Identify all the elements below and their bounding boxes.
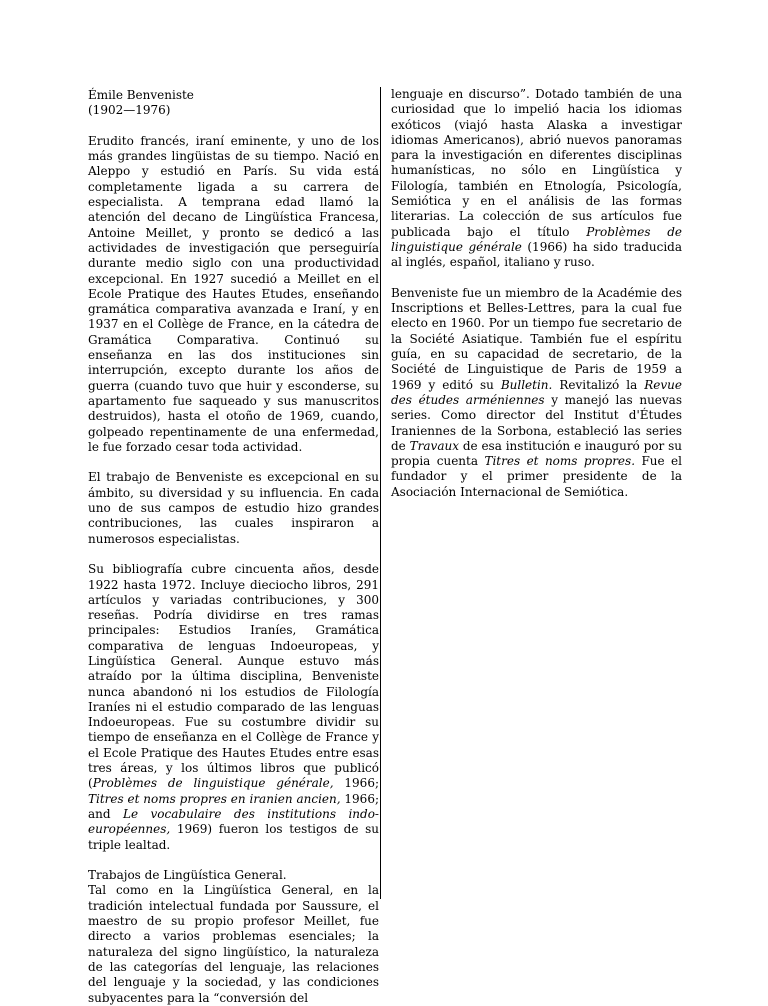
institutions-paragraph: [391, 286, 682, 500]
series-title: Travaux: [409, 438, 459, 453]
right-column: [391, 87, 682, 515]
book-title: Titres et noms propres en iranien ancien,: [88, 791, 341, 806]
column-divider: [380, 87, 381, 899]
paragraph-text: Benveniste fue un miembro de la Académie des Inscriptions et Belles-Lettres, para la cual fue electo en 1960. Por un tiempo fue secretario de la Société Asiatique. También fue el espíritu guía, en su capacidad de secretario, de la Société de Linguistique de Paris de 1959 a 1969 y editó su: [391, 285, 682, 392]
paragraph-text: y manejó las nuevas series. Como director del Institut d'Études Iraniennes de la Sorbona, estableció las series de: [391, 392, 682, 453]
biography-paragraph: Erudito francés, iraní eminente, y uno de los más grandes lingüistas de su tiempo. Nació en Aleppo y estudió en París. Su vida está completamente ligada a su carrera de especialista. A temprana edad llamó la atención del decano de Lingüística Francesa, Antoine Meillet, y pronto se dedicó a las actividades de investigación que perseguiría durante medio siglo con una productividad excepcional. En 1927 sucedió a Meillet en el Ecole Pratique des Hautes Etudes, enseñando gramática comparativa avanzada e Iraní, y en 1937 en el Collège de France, en la cátedra de Gramática Comparativa. Continuó su enseñanza en las dos instituciones sin interrupción, excepto durante los años de guerra (cuando tuvo que huir y esconderse, su apartamento fue saqueado y sus manuscritos destruidos), hasta el otoño de 1969, cuando, golpeado repentinamente de una enfermedad, le fue forzado cesar toda actividad.: [88, 133, 379, 454]
work-paragraph: El trabajo de Benveniste es excepcional en su ámbito, su diversidad y su influencia. En cada uno de sus campos de estudio hizo grandes contribuciones, las cuales inspiraron a numerosos especialistas.: [88, 470, 379, 546]
journal-title: Bulletin.: [500, 377, 553, 392]
section-block: [88, 868, 379, 1006]
journal-title: Revue des études arméniennes: [391, 377, 682, 407]
paragraph-text: lenguaje en discurso”. Dotado también de una curiosidad que lo impelió hacia los idiomas exóticos (viajó hasta Alaska a investigar idiomas Americanos), abrió nuevos panoramas para la investigación en diferentes disciplinas humanísticas, no sólo en Lingüística y Filología, también en Etnología, Psicología, Semiótica y en el análisis de las formas literarias. La colección de sus artículos fue publicada bajo el título: [391, 87, 682, 239]
series-title: Titres et noms propres.: [484, 454, 636, 469]
continuation-paragraph: [391, 87, 682, 271]
paragraph-text: Revitalizó la: [552, 377, 645, 392]
left-column: [88, 88, 379, 1006]
paragraph-text: 1966; and: [88, 791, 379, 821]
book-title: Problèmes de linguistique générale,: [92, 776, 334, 791]
general-linguistics-paragraph: Tal como en la Lingüística General, en la tradición intelectual fundada por Saussure, el maestro de su propio profesor Meillet, fue directo a varios problemas esenciales; la naturaleza del signo lingüístico, la naturaleza de las categorías del lenguaje, las relaciones del lenguaje y la sociedad, y las condiciones subyacentes para la “conversión del: [88, 883, 379, 1005]
author-heading: [88, 88, 379, 119]
paragraph-text: 1969) fueron los testigos de su triple lealtad.: [88, 822, 379, 852]
bibliography-paragraph: [88, 562, 379, 853]
paragraph-text: de esa institución e inauguró por su propia cuenta: [391, 438, 682, 469]
paragraph-text: (1966) ha sido traducida al inglés, español, italiano y ruso.: [391, 239, 682, 270]
book-title: Le vocabulaire des institutions indo-européennes,: [88, 806, 379, 837]
section-heading: Trabajos de Lingüística General.: [88, 868, 287, 883]
paragraph-text: Su bibliografía cubre cincuenta años, desde 1922 hasta 1972. Incluye dieciocho libros, 291 artículos y variadas contribuciones, y 300 reseñas. Podría dividirse en tres ramas principales: Estudios Iraníes, Gramática comparativa de lenguas Indoeuropeas, y Lingüística General. Aunque estuvo más atraído por la última disciplina, Benveniste nunca abandonó ni los estudios de Filología Iraníes ni el estudio comparado de las lenguas Indoeuropeas. Fue su costumbre dividir su tiempo de enseñanza en el Collège de France y el Ecole Pratique des Hautes Etudes entre esas tres áreas, y los últimos libros que publicó (: [88, 562, 379, 791]
paragraph-text: Fue el fundador y el primer presidente de la Asociación Internacional de Semiótica.: [391, 454, 682, 499]
author-years: (1902—1976): [88, 103, 171, 118]
paragraph-text: 1966;: [333, 776, 379, 791]
book-title: Problèmes de linguistique générale: [391, 224, 682, 254]
author-name: Émile Benveniste: [88, 88, 194, 102]
